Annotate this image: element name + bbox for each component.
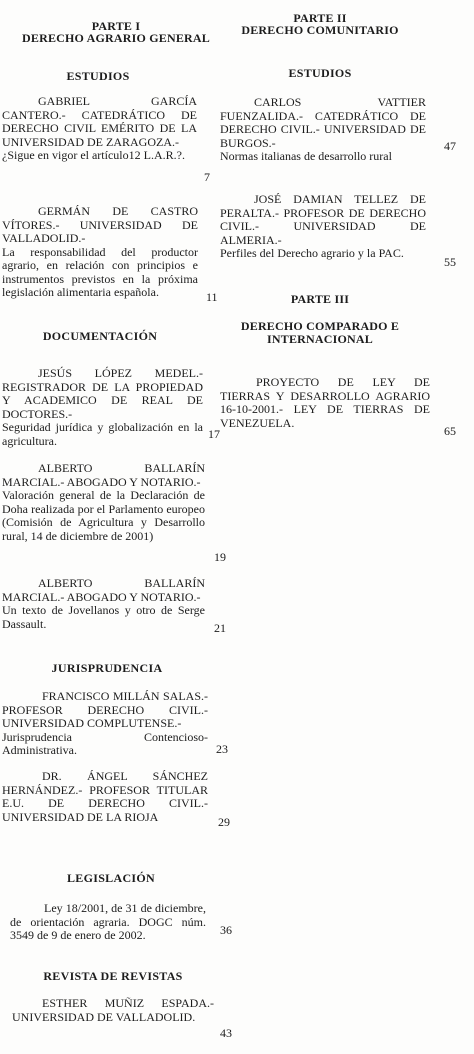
toc-entry[interactable] (10, 902, 206, 943)
entry-author: JOSÉ DAMIAN TELLEZ DE PERALTA.- PROFESOR DE DERECHO CIVIL.- UNIVERSIDAD DE ALMERIA.- (220, 192, 426, 247)
entry-author: DR. ÁNGEL SÁNCHEZ HERNÁNDEZ.- PROFESOR TITULAR E.U. DE DERECHO CIVIL.- UNIVERSIDAD DE LA RIOJA (2, 769, 208, 824)
toc-entry[interactable] (2, 690, 208, 758)
entry-title: Normas italianas de desarrollo rural (220, 149, 392, 163)
toc-entry[interactable] (220, 193, 426, 261)
toc-entry[interactable] (220, 376, 430, 430)
entry-author: CARLOS VATTIER FUENZALIDA.- CATEDRÁTICO DE DERECHO CIVIL.- UNIVERSIDAD DE BURGOS.- (220, 95, 426, 150)
entry-page: 7 (204, 170, 210, 184)
entry-author: JESÚS LÓPEZ MEDEL.- REGISTRADOR DE LA PROPIEDAD Y ACADEMICO DE REAL DE DOCTORES.- (2, 366, 203, 421)
entry-author: ALBERTO BALLARÍN MARCIAL.- ABOGADO Y NOTARIO.- (2, 461, 205, 489)
toc-entry[interactable] (2, 577, 205, 631)
toc-entry[interactable] (2, 367, 203, 448)
entry-page: 65 (444, 424, 456, 438)
section-heading-revista-de-revistas: REVISTA DE REVISTAS (43, 969, 183, 983)
entry-title: Valoración general de la Declaración de Doha realizada por el Parlamento europeo (Comisión de Agricultura y Desarrollo rural, 14 de diciembre de 2001) (2, 488, 205, 543)
part-ii-subtitle: DERECHO COMUNITARIO (241, 23, 399, 37)
entry-page: 43 (220, 1026, 232, 1040)
entry-page: 36 (220, 923, 232, 937)
toc-entry[interactable] (2, 205, 198, 300)
entry-page: 11 (206, 290, 218, 304)
entry-title: ¿Sigue en vigor el artículo12 L.A.R.?. (2, 148, 185, 162)
entry-page: 19 (214, 550, 226, 564)
entry-title: Perfiles del Derecho agrario y la PAC. (220, 246, 404, 260)
part-ii-title: PARTE II (293, 11, 347, 25)
part-iii-subtitle: DERECHO COMPARADO E INTERNACIONAL (240, 319, 400, 346)
toc-entry[interactable] (2, 770, 208, 824)
toc-entry[interactable] (2, 95, 197, 163)
entry-author: ALBERTO BALLARÍN MARCIAL.- ABOGADO Y NOTARIO.- (2, 576, 205, 604)
section-heading-legislacion: LEGISLACIÓN (67, 871, 155, 885)
entry-page: 47 (444, 139, 456, 153)
entry-page: 55 (444, 255, 456, 269)
entry-author: GABRIEL GARCÍA CANTERO.- CATEDRÁTICO DE DERECHO CIVIL EMÉRITO DE LA UNIVERSIDAD DE ZARAGOZA.- (2, 94, 197, 149)
entry-page: 21 (214, 621, 226, 635)
entry-title: La responsabilidad del productor agrario, en relación con principios e instrumentos previstos en la próxima legislación alimentaria española. (2, 244, 198, 299)
entry-author: GERMÁN DE CASTRO VÍTORES.- UNIVERSIDAD DE VALLADOLID.- (2, 204, 198, 245)
part-iii-title: PARTE III (290, 292, 350, 306)
entry-title: Ley 18/2001, de 31 de diciembre, de orientación agraria. DOGC núm. 3549 de 9 de enero de 2002. (10, 901, 206, 942)
section-heading-estudios-left: ESTUDIOS (66, 69, 130, 83)
entry-title: Un texto de Jovellanos y otro de Serge Dassault. (2, 603, 205, 631)
part-i-subtitle: DERECHO AGRARIO GENERAL (22, 31, 210, 45)
section-heading-estudios-right: ESTUDIOS (288, 66, 352, 80)
entry-title: Jurisprudencia Contencioso-Administrativa. (2, 729, 208, 757)
entry-title: Seguridad jurídica y globalización en la agricultura. (2, 420, 203, 448)
toc-entry[interactable] (220, 96, 426, 164)
entry-page: 29 (218, 815, 230, 829)
entry-author: PROYECTO DE LEY DE TIERRAS Y DESARROLLO AGRARIO 16-10-2001.- LEY DE TIERRAS DE VENEZUELA. (220, 375, 430, 430)
entry-author: FRANCISCO MILLÁN SALAS.- PROFESOR DERECHO CIVIL.- UNIVERSIDAD COMPLUTENSE.- (2, 689, 208, 730)
toc-entry[interactable] (12, 997, 214, 1024)
section-heading-jurisprudencia: JURISPRUDENCIA (51, 661, 163, 675)
part-i-title: PARTE I (91, 19, 141, 33)
section-heading-documentacion: DOCUMENTACIÓN (42, 329, 158, 343)
entry-author: ESTHER MUÑIZ ESPADA.- UNIVERSIDAD DE VALLADOLID. (12, 996, 214, 1024)
entry-page: 23 (216, 742, 228, 756)
entry-page: 17 (208, 427, 220, 441)
toc-entry[interactable] (2, 462, 205, 543)
